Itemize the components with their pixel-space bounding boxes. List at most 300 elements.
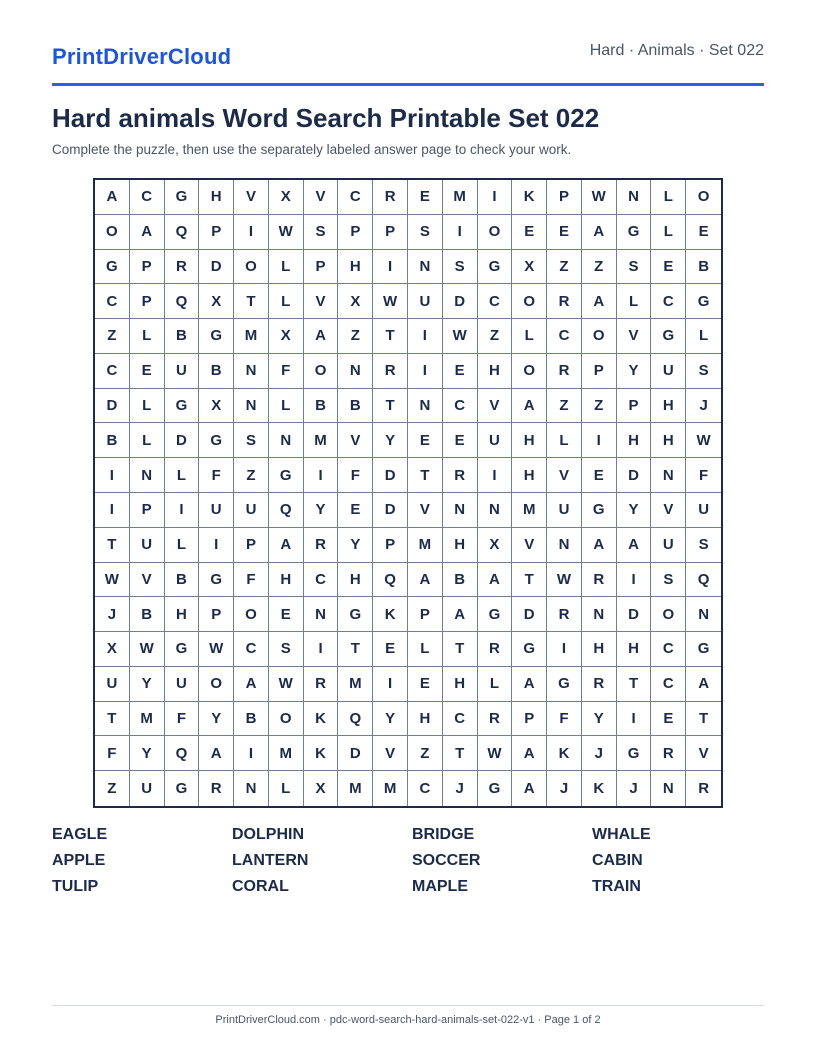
grid-cell: F bbox=[338, 458, 373, 493]
grid-cell: A bbox=[95, 180, 130, 215]
grid-cell: I bbox=[304, 632, 339, 667]
grid-cell: E bbox=[373, 632, 408, 667]
grid-cell: I bbox=[582, 423, 617, 458]
grid-cell: Q bbox=[686, 563, 721, 598]
grid-cell: M bbox=[338, 771, 373, 806]
grid-cell: R bbox=[304, 667, 339, 702]
grid-cell: F bbox=[547, 702, 582, 737]
grid-cell: E bbox=[408, 667, 443, 702]
grid-cell: S bbox=[617, 250, 652, 285]
grid-cell: I bbox=[95, 493, 130, 528]
word-list-item: CORAL bbox=[232, 878, 289, 895]
grid-cell: S bbox=[686, 528, 721, 563]
grid-cell: W bbox=[686, 423, 721, 458]
grid-cell: P bbox=[408, 597, 443, 632]
grid-cell: H bbox=[651, 423, 686, 458]
grid-cell: C bbox=[443, 702, 478, 737]
grid-cell: Y bbox=[199, 702, 234, 737]
grid-cell: L bbox=[617, 284, 652, 319]
grid-cell: I bbox=[199, 528, 234, 563]
grid-cell: B bbox=[443, 563, 478, 598]
word-list bbox=[52, 824, 764, 902]
grid-cell: S bbox=[408, 215, 443, 250]
grid-cell: B bbox=[234, 702, 269, 737]
grid-cell: T bbox=[95, 528, 130, 563]
grid-cell: A bbox=[478, 563, 513, 598]
grid-cell: A bbox=[582, 215, 617, 250]
grid-cell: Y bbox=[338, 528, 373, 563]
grid-cell: O bbox=[686, 180, 721, 215]
grid-cell: N bbox=[443, 493, 478, 528]
grid-cell: V bbox=[338, 423, 373, 458]
grid-cell: K bbox=[547, 736, 582, 771]
grid-cell: X bbox=[269, 180, 304, 215]
grid-cell: T bbox=[443, 632, 478, 667]
grid-cell: O bbox=[582, 319, 617, 354]
grid-cell: C bbox=[547, 319, 582, 354]
grid-cell: Y bbox=[130, 736, 165, 771]
grid-cell: P bbox=[304, 250, 339, 285]
grid-cell: W bbox=[269, 667, 304, 702]
grid-cell: G bbox=[547, 667, 582, 702]
grid-cell: L bbox=[269, 250, 304, 285]
grid-cell: S bbox=[651, 563, 686, 598]
grid-cell: J bbox=[443, 771, 478, 806]
grid-cell: J bbox=[686, 389, 721, 424]
page-footer: PrintDriverCloud.com · pdc-word-search-hard-animals-set-022-v1 · Page 1 of 2 bbox=[215, 1014, 601, 1026]
grid-cell: A bbox=[512, 736, 547, 771]
grid-cell: J bbox=[95, 597, 130, 632]
grid-cell: J bbox=[547, 771, 582, 806]
grid-cell: V bbox=[373, 736, 408, 771]
grid-cell: W bbox=[478, 736, 513, 771]
grid-cell: L bbox=[269, 284, 304, 319]
grid-cell: M bbox=[373, 771, 408, 806]
grid-cell: E bbox=[443, 354, 478, 389]
grid-cell: G bbox=[686, 284, 721, 319]
grid-cell: G bbox=[165, 771, 200, 806]
grid-cell: D bbox=[512, 597, 547, 632]
grid-cell: U bbox=[478, 423, 513, 458]
grid-cell: N bbox=[338, 354, 373, 389]
grid-cell: P bbox=[234, 528, 269, 563]
grid-cell: C bbox=[443, 389, 478, 424]
grid-cell: M bbox=[130, 702, 165, 737]
grid-cell: X bbox=[512, 250, 547, 285]
grid-cell: E bbox=[269, 597, 304, 632]
grid-cell: O bbox=[512, 284, 547, 319]
grid-cell: O bbox=[478, 215, 513, 250]
grid-cell: E bbox=[582, 458, 617, 493]
grid-cell: H bbox=[617, 632, 652, 667]
grid-cell: P bbox=[130, 250, 165, 285]
grid-cell: I bbox=[408, 319, 443, 354]
grid-cell: A bbox=[269, 528, 304, 563]
grid-cell: W bbox=[443, 319, 478, 354]
grid-cell: B bbox=[199, 354, 234, 389]
grid-cell: A bbox=[617, 528, 652, 563]
grid-cell: B bbox=[165, 563, 200, 598]
grid-cell: F bbox=[686, 458, 721, 493]
grid-cell: Z bbox=[234, 458, 269, 493]
grid-cell: X bbox=[199, 389, 234, 424]
grid-cell: O bbox=[304, 354, 339, 389]
grid-cell: I bbox=[547, 632, 582, 667]
breadcrumb: Hard · Animals · Set 022 bbox=[589, 42, 764, 59]
grid-cell: M bbox=[338, 667, 373, 702]
grid-cell: I bbox=[408, 354, 443, 389]
grid-cell: D bbox=[165, 423, 200, 458]
grid-cell: E bbox=[651, 250, 686, 285]
grid-cell: M bbox=[304, 423, 339, 458]
grid-cell: I bbox=[617, 563, 652, 598]
grid-cell: L bbox=[686, 319, 721, 354]
grid-cell: E bbox=[547, 215, 582, 250]
grid-cell: C bbox=[304, 563, 339, 598]
grid-cell: S bbox=[269, 632, 304, 667]
grid-cell: L bbox=[512, 319, 547, 354]
grid-cell: Z bbox=[582, 389, 617, 424]
grid-cell: I bbox=[304, 458, 339, 493]
grid-cell: T bbox=[373, 389, 408, 424]
grid-cell: Q bbox=[338, 702, 373, 737]
grid-cell: O bbox=[95, 215, 130, 250]
grid-cell: N bbox=[408, 389, 443, 424]
word-list-item: SOCCER bbox=[412, 852, 481, 869]
grid-cell: Z bbox=[547, 389, 582, 424]
grid-cell: H bbox=[443, 667, 478, 702]
grid-cell: C bbox=[651, 667, 686, 702]
grid-cell: N bbox=[130, 458, 165, 493]
grid-cell: R bbox=[373, 180, 408, 215]
grid-cell: F bbox=[234, 563, 269, 598]
grid-cell: U bbox=[651, 528, 686, 563]
grid-cell: I bbox=[617, 702, 652, 737]
grid-cell: L bbox=[408, 632, 443, 667]
grid-cell: U bbox=[547, 493, 582, 528]
grid-cell: T bbox=[95, 702, 130, 737]
grid-cell: Z bbox=[338, 319, 373, 354]
grid-cell: T bbox=[408, 458, 443, 493]
grid-cell: N bbox=[617, 180, 652, 215]
grid-cell: A bbox=[234, 667, 269, 702]
grid-cell: R bbox=[651, 736, 686, 771]
grid-cell: L bbox=[651, 180, 686, 215]
grid-cell: K bbox=[582, 771, 617, 806]
grid-cell: C bbox=[338, 180, 373, 215]
grid-cell: G bbox=[617, 215, 652, 250]
grid-cell: V bbox=[512, 528, 547, 563]
grid-cell: D bbox=[617, 597, 652, 632]
grid-cell: U bbox=[651, 354, 686, 389]
grid-cell: L bbox=[130, 423, 165, 458]
grid-cell: X bbox=[95, 632, 130, 667]
grid-cell: H bbox=[443, 528, 478, 563]
grid-cell: Z bbox=[478, 319, 513, 354]
word-list-item: TULIP bbox=[52, 878, 99, 895]
grid-cell: H bbox=[165, 597, 200, 632]
grid-cell: V bbox=[408, 493, 443, 528]
grid-cell: T bbox=[234, 284, 269, 319]
grid-cell: I bbox=[478, 458, 513, 493]
grid-cell: E bbox=[338, 493, 373, 528]
grid-cell: L bbox=[130, 319, 165, 354]
grid-cell: Z bbox=[95, 319, 130, 354]
grid-cell: N bbox=[651, 458, 686, 493]
grid-cell: N bbox=[651, 771, 686, 806]
grid-cell: I bbox=[234, 215, 269, 250]
grid-cell: A bbox=[130, 215, 165, 250]
grid-cell: U bbox=[199, 493, 234, 528]
grid-cell: R bbox=[199, 771, 234, 806]
grid-cell: T bbox=[512, 563, 547, 598]
grid-cell: O bbox=[512, 354, 547, 389]
grid-cell: G bbox=[512, 632, 547, 667]
grid-cell: X bbox=[304, 771, 339, 806]
grid-cell: M bbox=[269, 736, 304, 771]
grid-cell: G bbox=[165, 180, 200, 215]
grid-cell: T bbox=[338, 632, 373, 667]
grid-cell: A bbox=[304, 319, 339, 354]
grid-cell: G bbox=[338, 597, 373, 632]
grid-cell: W bbox=[547, 563, 582, 598]
grid-cell: W bbox=[199, 632, 234, 667]
grid-cell: Y bbox=[617, 354, 652, 389]
grid-cell: R bbox=[547, 354, 582, 389]
grid-cell: V bbox=[304, 180, 339, 215]
grid-cell: B bbox=[338, 389, 373, 424]
grid-cell: W bbox=[269, 215, 304, 250]
grid-cell: H bbox=[582, 632, 617, 667]
page-title: Hard animals Word Search Printable Set 022 bbox=[52, 103, 600, 133]
grid-cell: L bbox=[651, 215, 686, 250]
grid-cell: V bbox=[130, 563, 165, 598]
grid-cell: W bbox=[130, 632, 165, 667]
grid-cell: C bbox=[95, 284, 130, 319]
grid-cell: N bbox=[478, 493, 513, 528]
grid-cell: G bbox=[478, 597, 513, 632]
grid-cell: V bbox=[651, 493, 686, 528]
grid-cell: M bbox=[408, 528, 443, 563]
word-list-item: MAPLE bbox=[412, 878, 468, 895]
grid-cell: D bbox=[199, 250, 234, 285]
grid-cell: O bbox=[269, 702, 304, 737]
grid-cell: Y bbox=[617, 493, 652, 528]
grid-cell: C bbox=[651, 284, 686, 319]
grid-cell: A bbox=[512, 389, 547, 424]
word-list-item: EAGLE bbox=[52, 826, 108, 843]
grid-cell: G bbox=[582, 493, 617, 528]
grid-cell: O bbox=[651, 597, 686, 632]
grid-cell: F bbox=[95, 736, 130, 771]
word-list-item: CABIN bbox=[592, 852, 643, 869]
grid-cell: X bbox=[478, 528, 513, 563]
grid-cell: Y bbox=[373, 702, 408, 737]
grid-cell: L bbox=[165, 458, 200, 493]
grid-cell: U bbox=[165, 667, 200, 702]
grid-cell: T bbox=[686, 702, 721, 737]
grid-cell: L bbox=[547, 423, 582, 458]
grid-cell: N bbox=[408, 250, 443, 285]
grid-cell: C bbox=[234, 632, 269, 667]
grid-cell: M bbox=[512, 493, 547, 528]
grid-cell: I bbox=[443, 215, 478, 250]
grid-cell: I bbox=[373, 250, 408, 285]
grid-cell: E bbox=[512, 215, 547, 250]
grid-cell: K bbox=[304, 702, 339, 737]
grid-cell: L bbox=[165, 528, 200, 563]
grid-cell: E bbox=[408, 180, 443, 215]
grid-cell: O bbox=[234, 597, 269, 632]
grid-cell: A bbox=[512, 771, 547, 806]
grid-cell: F bbox=[165, 702, 200, 737]
grid-cell: Q bbox=[269, 493, 304, 528]
grid-cell: J bbox=[617, 771, 652, 806]
grid-cell: V bbox=[478, 389, 513, 424]
grid-cell: M bbox=[443, 180, 478, 215]
grid-cell: H bbox=[269, 563, 304, 598]
grid-cell: N bbox=[269, 423, 304, 458]
grid-cell: N bbox=[304, 597, 339, 632]
grid-cell: M bbox=[234, 319, 269, 354]
grid-cell: K bbox=[512, 180, 547, 215]
grid-cell: N bbox=[234, 771, 269, 806]
grid-cell: R bbox=[304, 528, 339, 563]
grid-cell: Y bbox=[304, 493, 339, 528]
grid-cell: P bbox=[512, 702, 547, 737]
grid-cell: N bbox=[547, 528, 582, 563]
grid-cell: E bbox=[686, 215, 721, 250]
grid-cell: T bbox=[373, 319, 408, 354]
word-list-item: APPLE bbox=[52, 852, 106, 869]
grid-cell: H bbox=[338, 250, 373, 285]
grid-cell: P bbox=[582, 354, 617, 389]
grid-cell: H bbox=[338, 563, 373, 598]
grid-cell: U bbox=[686, 493, 721, 528]
grid-cell: T bbox=[617, 667, 652, 702]
grid-cell: P bbox=[338, 215, 373, 250]
grid-cell: O bbox=[199, 667, 234, 702]
grid-cell: Q bbox=[373, 563, 408, 598]
grid-cell: Q bbox=[165, 284, 200, 319]
grid-cell: E bbox=[443, 423, 478, 458]
grid-cell: B bbox=[304, 389, 339, 424]
grid-cell: Y bbox=[582, 702, 617, 737]
grid-cell: Z bbox=[547, 250, 582, 285]
grid-cell: N bbox=[686, 597, 721, 632]
grid-cell: P bbox=[130, 284, 165, 319]
grid-cell: G bbox=[269, 458, 304, 493]
grid-cell: B bbox=[95, 423, 130, 458]
grid-cell: R bbox=[698, 780, 710, 798]
grid-cell: T bbox=[443, 736, 478, 771]
grid-cell: S bbox=[234, 423, 269, 458]
grid-cell: P bbox=[547, 180, 582, 215]
grid-cell: C bbox=[478, 284, 513, 319]
footer-divider bbox=[52, 1005, 764, 1006]
grid-cell: D bbox=[373, 458, 408, 493]
grid-cell: G bbox=[199, 563, 234, 598]
grid-cell: C bbox=[95, 354, 130, 389]
word-list-item: LANTERN bbox=[232, 852, 309, 869]
grid-cell: R bbox=[582, 667, 617, 702]
grid-cell: H bbox=[199, 180, 234, 215]
grid-cell: V bbox=[234, 180, 269, 215]
grid-cell: G bbox=[199, 319, 234, 354]
grid-cell: U bbox=[234, 493, 269, 528]
grid-cell: D bbox=[373, 493, 408, 528]
grid-cell: P bbox=[373, 528, 408, 563]
word-list-item: WHALE bbox=[592, 826, 651, 843]
grid-cell: W bbox=[582, 180, 617, 215]
grid-cell: E bbox=[130, 354, 165, 389]
grid-cell: B bbox=[130, 597, 165, 632]
grid-cell: Y bbox=[130, 667, 165, 702]
grid-cell: V bbox=[547, 458, 582, 493]
grid-cell: C bbox=[130, 180, 165, 215]
grid-cell: N bbox=[234, 354, 269, 389]
grid-cell: H bbox=[478, 354, 513, 389]
grid-cell: D bbox=[338, 736, 373, 771]
grid-cell: P bbox=[199, 597, 234, 632]
grid-cell: G bbox=[165, 389, 200, 424]
brand-logo[interactable]: PrintDriverCloud bbox=[52, 44, 232, 69]
grid-cell: I bbox=[165, 493, 200, 528]
grid-cell: O bbox=[234, 250, 269, 285]
grid-cell: R bbox=[443, 458, 478, 493]
grid-cell: A bbox=[199, 736, 234, 771]
word-search-grid bbox=[93, 178, 723, 808]
grid-cell: U bbox=[130, 528, 165, 563]
grid-cell: N bbox=[234, 389, 269, 424]
grid-cell: G bbox=[651, 319, 686, 354]
grid-cell: F bbox=[269, 354, 304, 389]
grid-cell: D bbox=[95, 389, 130, 424]
grid-cell: L bbox=[130, 389, 165, 424]
grid-cell: Y bbox=[373, 423, 408, 458]
grid-cell: E bbox=[651, 702, 686, 737]
grid-cell: S bbox=[304, 215, 339, 250]
grid-cell: H bbox=[408, 702, 443, 737]
grid-cell: P bbox=[130, 493, 165, 528]
grid-cell: H bbox=[512, 423, 547, 458]
grid-cell: A bbox=[686, 667, 721, 702]
page-subtitle: Complete the puzzle, then use the separately labeled answer page to check your work. bbox=[52, 142, 572, 157]
grid-cell: W bbox=[373, 284, 408, 319]
grid-cell: R bbox=[478, 632, 513, 667]
grid-cell: U bbox=[408, 284, 443, 319]
word-list-item: BRIDGE bbox=[412, 826, 475, 843]
grid-cell: H bbox=[651, 389, 686, 424]
grid-cell: Z bbox=[582, 250, 617, 285]
grid-cell: G bbox=[478, 771, 513, 806]
grid-cell: L bbox=[269, 771, 304, 806]
grid-cell: B bbox=[686, 250, 721, 285]
grid-cell: B bbox=[165, 319, 200, 354]
grid-cell: V bbox=[686, 736, 721, 771]
grid-cell: I bbox=[234, 736, 269, 771]
grid-cell: J bbox=[582, 736, 617, 771]
grid-cell: H bbox=[617, 423, 652, 458]
grid-cell: A bbox=[582, 284, 617, 319]
grid-cell: H bbox=[512, 458, 547, 493]
grid-cell: D bbox=[443, 284, 478, 319]
grid-cell: Q bbox=[165, 736, 200, 771]
grid-cell: V bbox=[617, 319, 652, 354]
word-list-item: DOLPHIN bbox=[232, 826, 304, 843]
grid-cell: C bbox=[408, 771, 443, 806]
grid-cell: Z bbox=[95, 771, 130, 806]
